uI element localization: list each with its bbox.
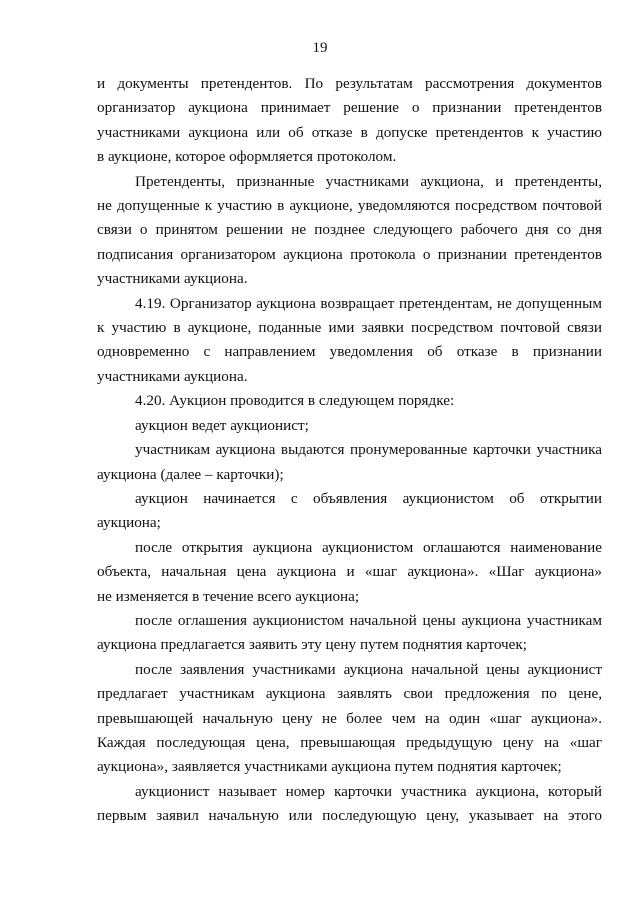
text-line: участниками аукциона. [97,270,248,288]
text-line: после оглашения аукционистом начальной цены аукциона участникам [135,611,602,629]
text-line: аукциона», заявляется участниками аукциона путем поднятия карточек; [97,758,562,776]
text-line: участниками аукциона или об отказе в допуске претендентов к участию [97,123,602,141]
text-line: предлагает участникам аукциона заявлять свои предложения по цене, [97,685,602,703]
text-line: Претенденты, признанные участниками аукциона, и претенденты, [135,172,602,190]
text-line: 4.19. Организатор аукциона возвращает претендентам, не допущенным [135,294,602,312]
text-line: одновременно с направлением уведомления об отказе в признании [97,343,602,361]
text-line: превышающей начальную цену не более чем на один «шаг аукциона». [97,709,602,727]
paragraph [97,170,602,292]
text-line: аукцион ведет аукционист; [135,416,309,434]
text-line: аукциона (далее – карточки); [97,465,284,483]
text-line: Каждая последующая цена, превышающая предыдущую цену на «шаг [97,733,602,751]
text-line: подписания организатором аукциона протокола о признании претендентов [97,245,602,263]
paragraph [97,389,602,413]
text-line: аукционист называет номер карточки участника аукциона, который [135,782,602,800]
text-line: 4.20. Аукцион проводится в следующем порядке: [135,392,455,410]
paragraph [97,414,602,438]
page-number: 19 [312,40,328,56]
text-line: объекта, начальная цена аукциона и «шаг аукциона». «Шаг аукциона» [97,563,602,581]
text-line: организатор аукциона принимает решение о признании претендентов [97,99,602,117]
text-line: аукциона предлагается заявить эту цену путем поднятия карточек; [97,636,528,654]
text-line: аукцион начинается с объявления аукционистом об открытии [135,489,602,507]
paragraph [97,292,602,390]
text-line: первым заявил начальную или последующую цену, указывает на этого [97,807,602,825]
text-line: в аукционе, которое оформляется протоколом. [97,148,397,166]
paragraph [97,487,602,536]
text-line: после открытия аукциона аукционистом оглашаются наименование [135,538,602,556]
text-line: после заявления участниками аукциона начальной цены аукционист [135,660,602,678]
document-body [97,72,602,829]
text-line: аукциона; [97,514,161,532]
paragraph [97,609,602,658]
text-line: к участию в аукционе, поданные ими заявки посредством почтовой связи [97,319,602,337]
paragraph [97,536,602,609]
text-line: связи о принятом решении не позднее следующего рабочего дня со дня [97,221,602,239]
paragraph [97,438,602,487]
paragraph [97,780,602,829]
paragraph [97,72,602,170]
text-line: и документы претендентов. По результатам рассмотрения документов [97,75,602,92]
text-line: участниками аукциона. [97,367,248,385]
text-line: не изменяется в течение всего аукциона; [97,587,360,605]
text-line: не допущенные к участию в аукционе, уведомляются посредством почтовой [97,197,602,215]
paragraph [97,658,602,780]
text-line: участникам аукциона выдаются пронумерованные карточки участника [135,441,602,459]
